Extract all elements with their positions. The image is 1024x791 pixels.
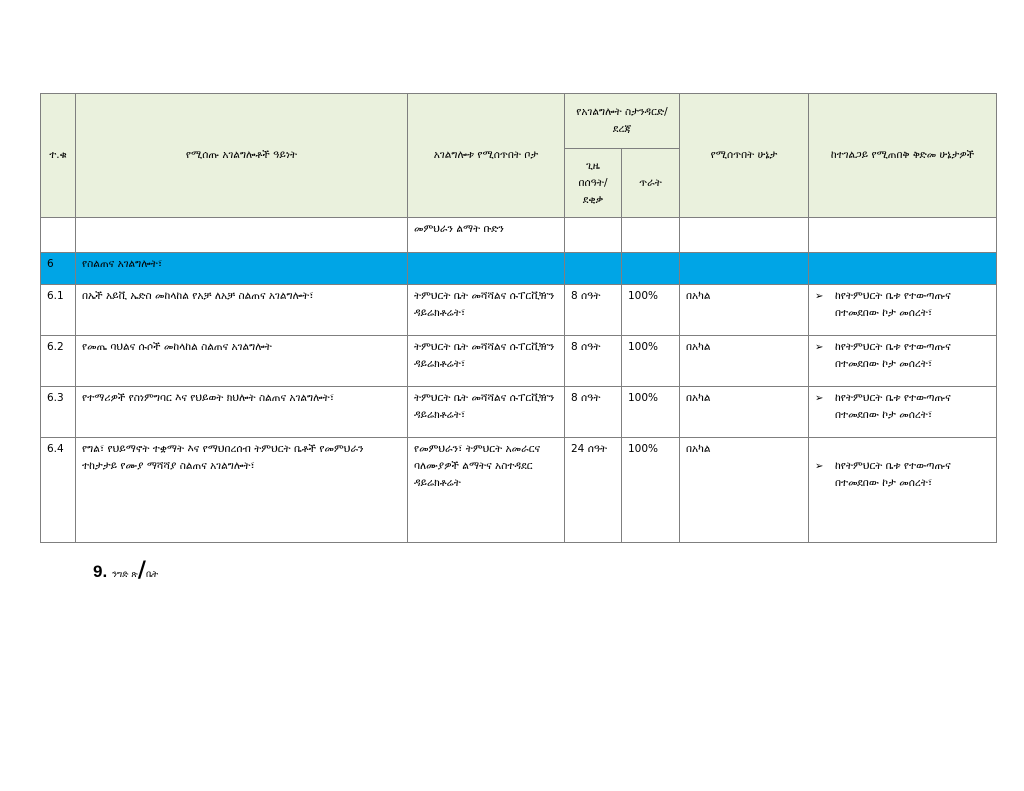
section-number: 6 [41,253,76,285]
heading-number: 9. [93,562,108,581]
cell-precondition [809,387,997,438]
cell-place: ትምህርት ቤት መሻሻልና ሱፐርቪዥን ዳይሬክቶሬት፣ [408,387,565,438]
arrow-bullet-icon: ➢ [815,342,824,353]
cell-quality: 100% [622,336,680,387]
arrow-bullet-icon: ➢ [815,393,824,404]
cell-status: በአካል [680,336,809,387]
table-row [41,336,997,387]
header-preconditions: ከተገልጋይ የሚጠበቅ ቅድመ ሁኔታዎች [809,94,997,218]
cell-place: የመምህራን፣ ትምህርት አመራርና ባለሙያዎች ልማትና አስተዳደር ዳይሬክቶሬት [408,438,565,543]
heading-slash: / [137,558,146,583]
cell-no: 6.3 [41,387,76,438]
cell-service: የመጤ ባህልና ሱሶች መከላከል ስልጠና አገልግሎት [76,336,408,387]
precondition-text: ከየትምህርት ቤቱ የተውጣጡና በተመደበው ኮታ መሰረት፣ [835,460,951,489]
header-no: ተ.ቁ [41,94,76,218]
header-quality: ጥራት [622,149,680,218]
cell-service: የተማሪዎች የስነምግባር እና የህይወት ክህሎት ስልጠና አገልግሎት፣ [76,387,408,438]
arrow-bullet-icon: ➢ [815,461,824,472]
section-heading [93,558,158,583]
heading-text-b: ቤት [145,570,159,580]
table-row [41,438,997,543]
header-service-place: አገልግሎቱ የሚሰጥበት ቦታ [408,94,565,218]
cell-no: 6.1 [41,285,76,336]
heading-text-a: ንግድ ጽ [112,570,138,580]
cell-time: 24 ሰዓት [565,438,622,543]
cell-precondition [809,336,997,387]
cell-quality: 100% [622,438,680,543]
cell-place: ትምህርት ቤት መሻሻልና ሱፐርቪዥን ዳይሬክቶሬት፣ [408,336,565,387]
section-title: የስልጠና አገልግሎት፣ [76,253,408,285]
service-standard-table [40,93,997,543]
table-row [41,387,997,438]
cell-no: 6.2 [41,336,76,387]
cell-place: መምህራን ልማት ቡድን [408,218,565,253]
section-row [41,253,997,285]
header-delivery-status: የሚሰጥበት ሁኔታ [680,94,809,218]
table-row [41,285,997,336]
precondition-text: ከየትምህርት ቤቱ የተውጣጡና በተመደበው ኮታ መሰረት፣ [835,341,951,370]
cell-time: 8 ሰዓት [565,387,622,438]
header-standard: የአገልግሎት ስታንዳርድ/ደረጃ [565,94,680,149]
precondition-text: ከየትምህርት ቤቱ የተውጣጡና በተመደበው ኮታ መሰረት፣ [835,392,951,421]
cell-service: የግል፣ የህይማኖት ተቋማት እና የማህበረሰብ ትምህርት ቤቶች የመምህራን ተከታታይ የሙያ ማሻሻያ ስልጠና አገልግሎት፣ [76,438,408,543]
cell-status: በአካል [680,438,809,543]
cell-precondition [809,438,997,543]
table-row [41,218,997,253]
precondition-text: ከየትምህርት ቤቱ የተውጣጡና በተመደበው ኮታ መሰረት፣ [835,290,951,319]
cell-time: 8 ሰዓት [565,336,622,387]
cell-service: በኤች አይቪ ኤድስ መከላከል የአቻ ለአቻ ስልጠና አገልግሎት፣ [76,285,408,336]
cell-quality: 100% [622,285,680,336]
cell-no: 6.4 [41,438,76,543]
header-time: ጊዜ በሰዓት/ደቂቃ [565,149,622,218]
cell-time: 8 ሰዓት [565,285,622,336]
arrow-bullet-icon: ➢ [815,291,824,302]
cell-status: በአካል [680,285,809,336]
cell-place: ትምህርት ቤት መሻሻልና ሱፐርቪዥን ዳይሬክቶሬት፣ [408,285,565,336]
header-service-type: የሚሰጡ አገልግሎቶች ዓይነት [76,94,408,218]
cell-status: በአካል [680,387,809,438]
cell-precondition [809,285,997,336]
cell-quality: 100% [622,387,680,438]
